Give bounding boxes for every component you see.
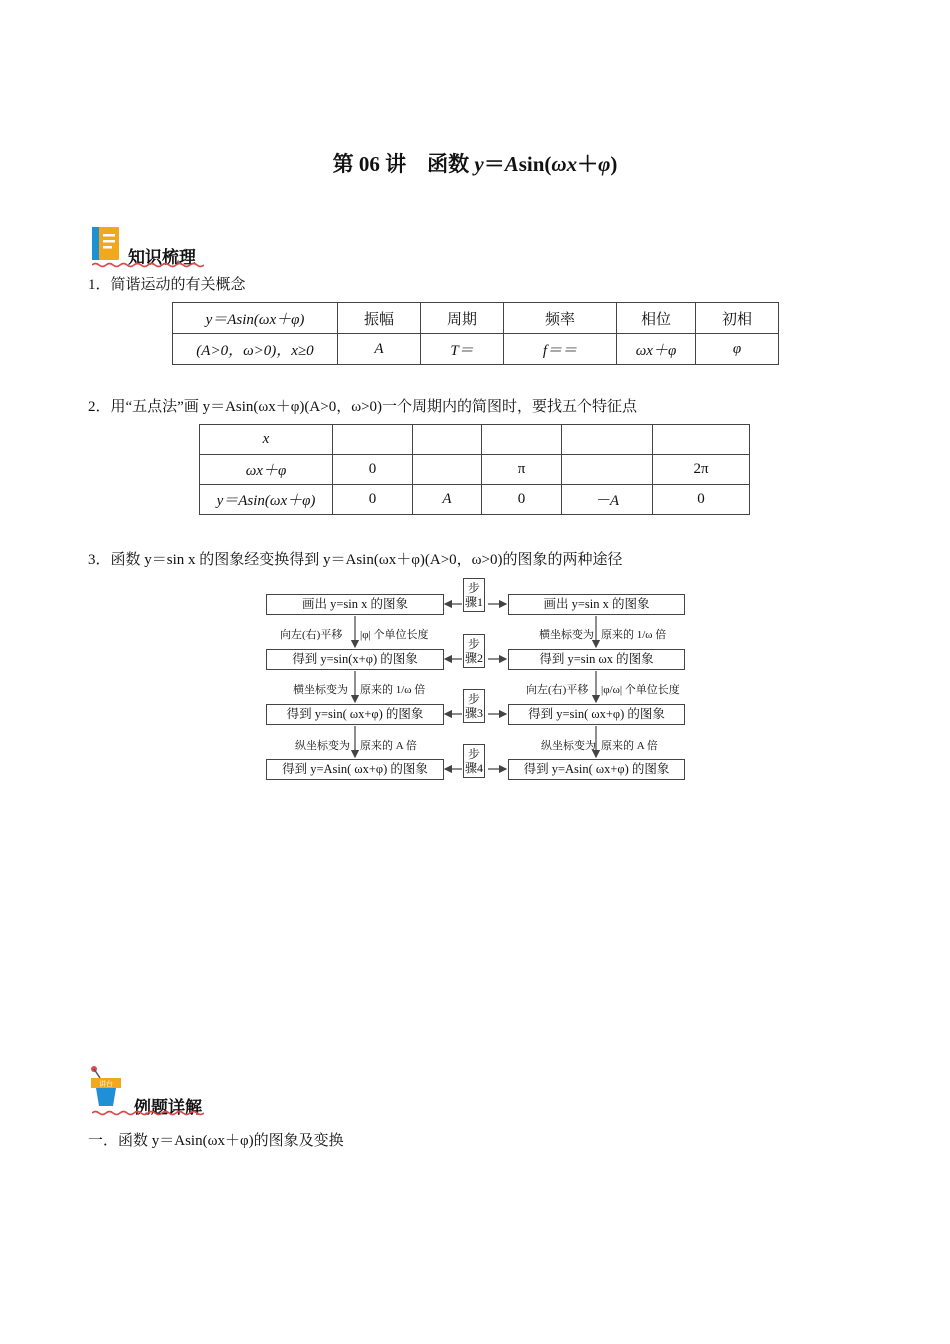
flow-note: 原来的 A 倍 (360, 740, 417, 752)
table1-cell: φ (696, 334, 779, 365)
step-box: 步骤4 (463, 744, 485, 778)
flow-note: 横坐标变为 (539, 629, 594, 641)
table2-cell: 0 (482, 485, 562, 515)
flow-note: |φ| 个单位长度 (360, 629, 429, 641)
podium-badge: 讲台 (99, 1080, 113, 1088)
flow-left-box: 得到 y=sin(x+φ) 的图象 (266, 649, 444, 670)
five-point-table (199, 424, 750, 515)
flow-right-box: 得到 y=sin( ωx+φ) 的图象 (508, 704, 685, 725)
table2-cell: 0 (653, 485, 750, 515)
flow-left-box: 画出 y=sin x 的图象 (266, 594, 444, 615)
wavy-underline (92, 1110, 204, 1116)
table2-cell: π (482, 455, 562, 485)
flow-note: 原来的 1/ω 倍 (601, 629, 667, 641)
table2-cell (333, 425, 413, 455)
table2-cell: 2π (653, 455, 750, 485)
table1-header: 频率 (504, 303, 617, 334)
concept-table (172, 302, 779, 365)
step-box: 步骤1 (463, 578, 485, 612)
table2-cell (413, 455, 482, 485)
table2-cell: 0 (333, 485, 413, 515)
flow-note: 横坐标变为 (293, 684, 348, 696)
page-title: 第 06 讲 函数 y＝Asin(ωx＋φ) (332, 152, 618, 176)
section-header-examples (88, 1064, 128, 1113)
podium-icon (88, 1064, 128, 1108)
flow-note: 纵坐标变为 (541, 740, 596, 752)
table1-cell: T＝ (421, 334, 504, 365)
flow-right-box: 画出 y=sin x 的图象 (508, 594, 685, 615)
flow-note: |φ/ω| 个单位长度 (601, 684, 680, 696)
table1-header: 周期 (421, 303, 504, 334)
table2-row-label: y＝Asin(ωx＋φ) (200, 485, 333, 515)
table2-cell: A (413, 485, 482, 515)
table1-header: 相位 (617, 303, 696, 334)
flow-note: 原来的 1/ω 倍 (360, 684, 426, 696)
table2-cell (653, 425, 750, 455)
step-box: 步骤3 (463, 689, 485, 723)
flow-right-box: 得到 y=Asin( ωx+φ) 的图象 (508, 759, 685, 780)
table2-cell: －A (562, 485, 653, 515)
table1-header: 振幅 (338, 303, 421, 334)
flow-left-box: 得到 y=Asin( ωx+φ) 的图象 (266, 759, 444, 780)
table2-row-label: x (200, 425, 333, 455)
flow-left-box: 得到 y=sin( ωx+φ) 的图象 (266, 704, 444, 725)
flow-note: 纵坐标变为 (295, 740, 350, 752)
table1-row-label-line1: y＝Asin(ωx＋φ) (173, 303, 338, 334)
section-header-knowledge (90, 226, 122, 267)
table1-cell: ωx＋φ (617, 334, 696, 365)
section-title-knowledge: 知识梳理 (128, 248, 196, 267)
table2-cell (413, 425, 482, 455)
table1-header: 初相 (696, 303, 779, 334)
table2-cell (562, 455, 653, 485)
table1-cell: f＝＝ (504, 334, 617, 365)
item-1-heading: 1．简谐运动的有关概念 (88, 277, 246, 293)
book-icon (90, 226, 122, 262)
table2-cell (562, 425, 653, 455)
table2-row-label: ωx＋φ (200, 455, 333, 485)
section-title-examples: 例题详解 (134, 1098, 202, 1117)
wavy-underline (92, 262, 204, 268)
flow-note: 原来的 A 倍 (601, 740, 658, 752)
flow-right-box: 得到 y=sin ωx 的图象 (508, 649, 685, 670)
flow-note: 向左(右)平移 (526, 684, 589, 696)
table2-cell (482, 425, 562, 455)
step-box: 步骤2 (463, 634, 485, 668)
item-3-heading: 3．函数 y＝sin x 的图象经变换得到 y＝Asin(ωx＋φ)(A>0，ω>0)的图象的两种途径 (88, 552, 623, 568)
table1-row-label-line2: (A>0，ω>0)，x≥0 (173, 334, 338, 365)
item-2-heading: 2．用“五点法”画 y＝Asin(ωx＋φ)(A>0，ω>0)一个周期内的简图时，要找五个特征点 (88, 399, 638, 415)
table2-cell: 0 (333, 455, 413, 485)
subsection-heading: 一．函数 y＝Asin(ωx＋φ)的图象及变换 (88, 1133, 344, 1149)
flow-note: 向左(右)平移 (280, 629, 343, 641)
table1-cell: A (338, 334, 421, 365)
